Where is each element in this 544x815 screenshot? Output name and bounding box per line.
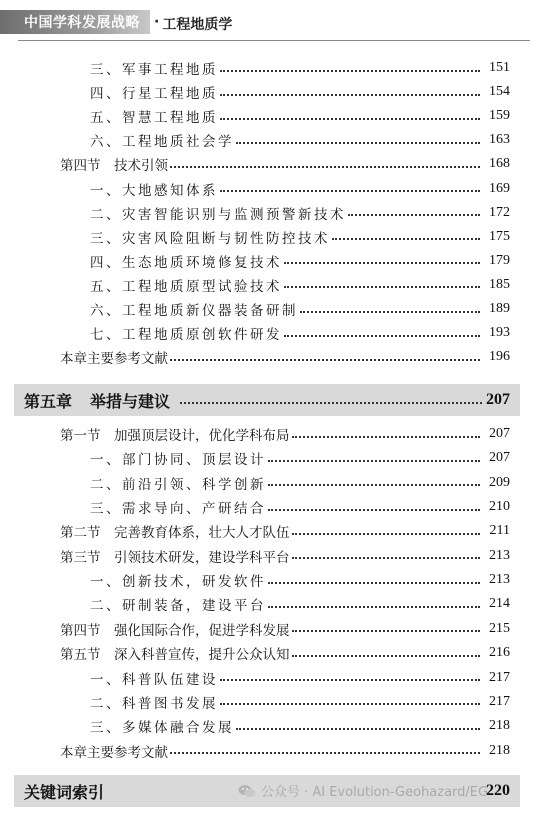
toc-entry-page: 213 xyxy=(489,572,510,588)
dot-leader xyxy=(284,261,480,264)
toc-entry-page: 185 xyxy=(489,276,510,292)
toc-entry-page: 218 xyxy=(489,718,510,734)
toc-entry-page: 213 xyxy=(489,547,510,563)
toc-entry-page: 159 xyxy=(489,108,510,124)
toc-entry-label: 七、工程地质原创软件研发 xyxy=(90,327,282,344)
dot-leader xyxy=(348,213,480,216)
toc-entry-label: 第四节 强化国际合作，促进学科发展 xyxy=(60,622,290,639)
toc-entry[interactable] xyxy=(90,177,510,201)
dot-leader xyxy=(220,702,480,705)
toc-entry-label: 第五节 深入科普宣传，提升公众认知 xyxy=(60,647,290,664)
toc-entry[interactable] xyxy=(60,739,510,763)
toc-entry[interactable] xyxy=(60,641,510,665)
dot-leader xyxy=(284,285,480,288)
toc-entry[interactable] xyxy=(90,56,510,80)
toc-entry[interactable] xyxy=(90,80,510,104)
book-title: 工程地质学 xyxy=(162,17,233,33)
toc-entry-label: 三、军事工程地质 xyxy=(90,62,218,78)
toc-entry-page: 189 xyxy=(489,301,510,316)
toc-entry-page: 154 xyxy=(489,84,510,100)
dot-leader xyxy=(170,165,480,168)
toc-entry-label: 二、科普图书发展 xyxy=(90,695,218,712)
dot-leader xyxy=(220,69,480,72)
chapter-number: 第五章 xyxy=(24,391,73,411)
toc-entry-label: 三、需求导向、产研结合 xyxy=(90,501,266,518)
toc-entry-label: 一、部门协同、顶层设计 xyxy=(90,452,266,469)
toc-entry-page: 163 xyxy=(489,132,510,148)
toc-entry-page: 175 xyxy=(489,228,510,244)
header-separator: · xyxy=(154,14,160,30)
toc-entry[interactable] xyxy=(90,446,510,470)
toc-entry[interactable] xyxy=(90,690,510,714)
toc-entry-page: 179 xyxy=(489,252,510,268)
series-band xyxy=(0,10,150,34)
dot-leader xyxy=(292,435,481,438)
index-page: 220 xyxy=(486,782,510,799)
chapter-title: 举措与建议 xyxy=(90,391,171,411)
toc-entry-label: 四、生态地质环境修复技术 xyxy=(90,254,282,271)
toc-entry[interactable] xyxy=(90,666,510,690)
toc-entry-label: 六、工程地质新仪器装备研制 xyxy=(90,303,298,319)
dot-leader xyxy=(220,93,480,96)
chapter-page: 207 xyxy=(486,391,510,408)
toc-entry-page: 172 xyxy=(489,204,510,220)
toc-entry[interactable] xyxy=(60,422,510,446)
toc-entry-label: 二、前沿引领、科学创新 xyxy=(90,476,266,493)
toc-entry[interactable] xyxy=(60,345,510,369)
toc-entry-page: 217 xyxy=(489,669,510,685)
toc-entry-label: 五、工程地质原型试验技术 xyxy=(90,278,282,295)
toc-entry[interactable] xyxy=(90,249,510,273)
toc-entry-page: 218 xyxy=(489,742,510,758)
toc-entry[interactable] xyxy=(90,225,510,249)
toc-entry[interactable] xyxy=(90,104,510,128)
toc-entry-label: 二、研制装备，建设平台 xyxy=(90,598,266,615)
dot-leader xyxy=(220,189,480,192)
toc-entry[interactable] xyxy=(90,714,510,738)
toc-entry-page: 169 xyxy=(489,180,510,196)
toc-entry[interactable] xyxy=(90,201,510,225)
toc-entry[interactable] xyxy=(90,128,510,152)
dot-leader xyxy=(292,654,481,657)
toc-entry-page: 207 xyxy=(489,426,510,441)
toc-entry[interactable] xyxy=(90,592,510,616)
toc-entry-page: 207 xyxy=(489,450,510,466)
dot-leader xyxy=(236,141,480,144)
series-name: 中国学科发展战略 xyxy=(24,15,140,31)
toc-entry-page: 210 xyxy=(489,499,510,515)
toc-entry[interactable] xyxy=(90,471,510,495)
toc-entry-page: 209 xyxy=(489,474,510,490)
toc-entry[interactable] xyxy=(60,617,510,641)
dot-leader xyxy=(220,117,480,120)
dot-leader xyxy=(236,727,480,730)
toc-entry[interactable] xyxy=(60,152,510,176)
toc-entry[interactable] xyxy=(90,495,510,519)
toc-entry-page: 215 xyxy=(489,620,510,636)
watermark-text: 公众号 · AI Evolution-Geohazard/EG xyxy=(261,785,489,800)
toc-entry-label: 一、科普队伍建设 xyxy=(90,671,218,688)
toc-entry-label: 本章主要参考文献 xyxy=(60,351,168,368)
toc-entry[interactable] xyxy=(90,273,510,297)
toc-entry-label: 六、工程地质社会学 xyxy=(90,134,234,151)
dot-leader xyxy=(170,358,480,361)
toc-entry-page: 193 xyxy=(489,325,510,341)
toc-entry-page: 151 xyxy=(489,60,510,75)
toc-entry[interactable] xyxy=(90,297,510,321)
toc-entry-label: 一、大地感知体系 xyxy=(90,182,218,199)
toc-entry-page: 214 xyxy=(489,596,510,612)
toc-entry-label: 第三节 引领技术研发，建设学科平台 xyxy=(60,549,290,566)
toc-entry-page: 216 xyxy=(489,645,510,661)
toc-entry-label: 本章主要参考文献 xyxy=(60,744,168,761)
dot-leader xyxy=(268,605,480,608)
toc-entry-label: 第四节 技术引领 xyxy=(60,158,168,175)
index-title: 关键词索引 xyxy=(24,782,105,802)
toc-entry[interactable] xyxy=(90,568,510,592)
dot-leader xyxy=(268,483,480,486)
header-rule xyxy=(18,40,530,41)
dot-leader xyxy=(284,334,480,337)
watermark xyxy=(238,781,488,800)
toc-entry-page: 196 xyxy=(489,349,510,365)
toc-entry-page: 168 xyxy=(489,156,510,172)
chapter-bar[interactable] xyxy=(14,384,520,416)
toc-entry-label: 一、创新技术，研发软件 xyxy=(90,574,266,591)
toc-entry-page: 217 xyxy=(489,693,510,709)
toc-entry[interactable] xyxy=(60,544,510,568)
dot-leader xyxy=(332,237,480,240)
toc-entry-label: 四、行星工程地质 xyxy=(90,86,218,103)
dot-leader xyxy=(292,629,481,632)
toc-entry[interactable] xyxy=(60,519,510,543)
toc-entry-label: 二、灾害智能识别与监测预警新技术 xyxy=(90,206,346,223)
wechat-icon xyxy=(238,784,256,798)
dot-leader xyxy=(220,678,480,681)
toc-entry-label: 第二节 完善教育体系，壮大人才队伍 xyxy=(60,525,290,542)
toc-entry-label: 三、灾害风险阻断与韧性防控技术 xyxy=(90,230,330,247)
toc-entry-label: 第一节 加强顶层设计，优化学科布局 xyxy=(60,428,290,444)
dot-leader xyxy=(170,751,480,754)
dot-leader xyxy=(268,581,480,584)
dot-leader xyxy=(268,459,480,462)
dot-leader xyxy=(292,556,481,559)
toc-entry-page: 211 xyxy=(489,523,510,539)
toc-entry[interactable] xyxy=(90,321,510,345)
toc-entry-label: 五、智慧工程地质 xyxy=(90,110,218,127)
dot-leader xyxy=(180,402,482,404)
toc-entry-label: 三、多媒体融合发展 xyxy=(90,720,234,737)
dot-leader xyxy=(292,532,481,535)
dot-leader xyxy=(268,508,480,511)
dot-leader xyxy=(300,310,480,313)
